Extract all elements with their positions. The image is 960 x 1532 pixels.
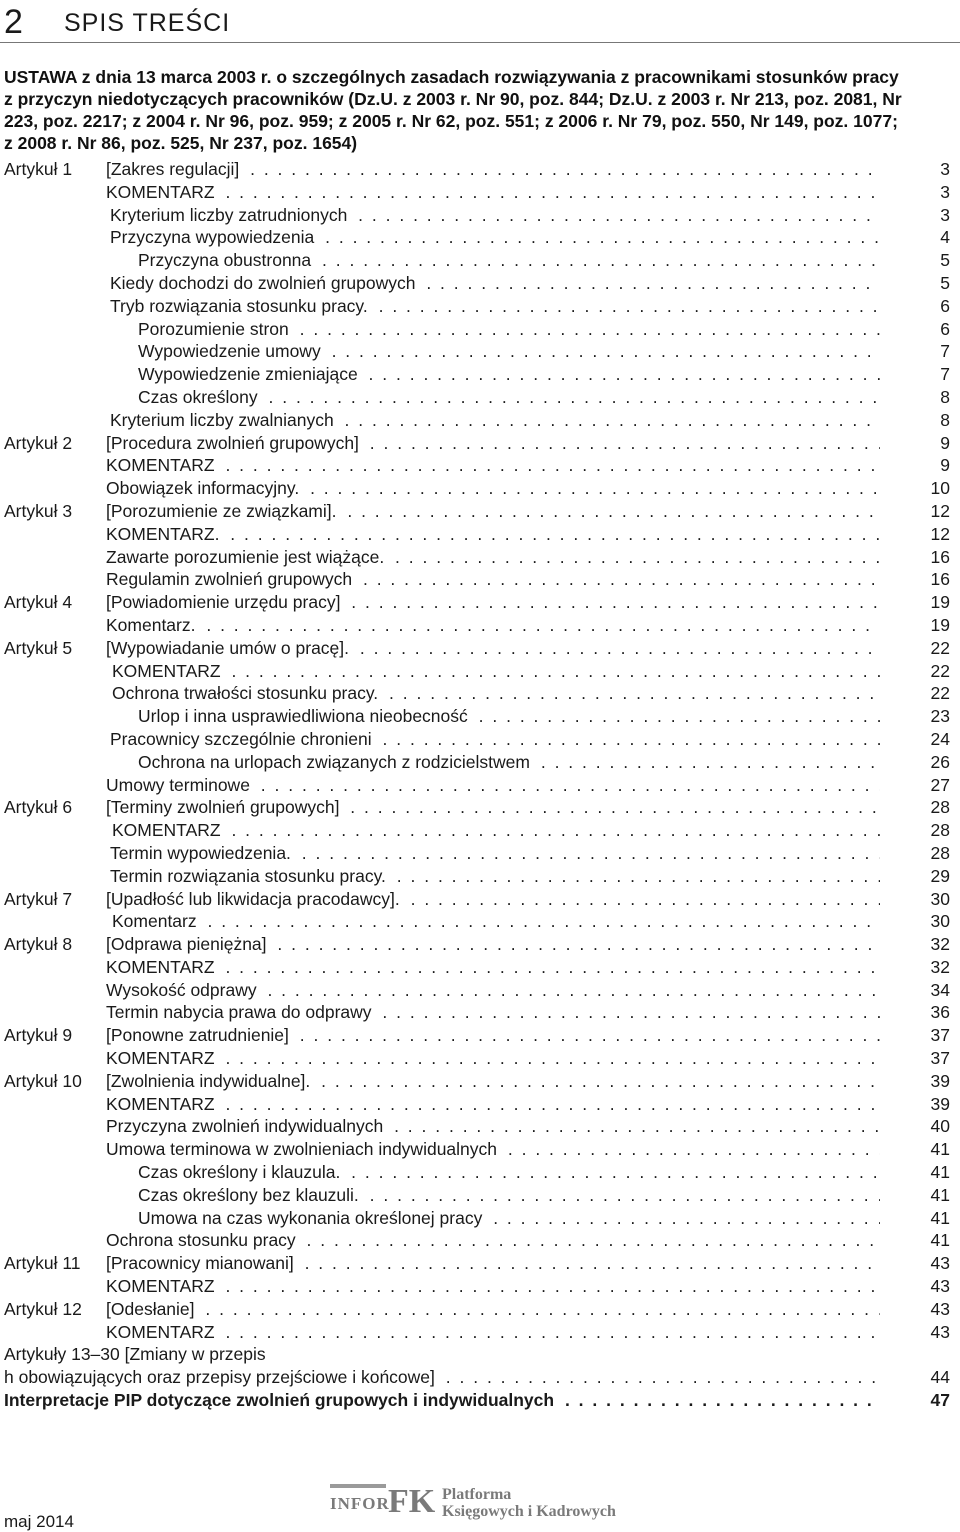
toc-entry bbox=[0, 614, 960, 637]
toc-entry bbox=[0, 751, 960, 774]
toc-entry-title: KOMENTARZ bbox=[106, 1322, 219, 1342]
toc-entry bbox=[0, 591, 960, 614]
toc-entry-page: 30 bbox=[930, 911, 950, 932]
toc-entry-page: 7 bbox=[940, 341, 950, 362]
toc-entry-page: 9 bbox=[940, 455, 950, 476]
toc-entry bbox=[0, 1161, 960, 1184]
toc-entry-page: 43 bbox=[930, 1321, 950, 1342]
toc-entry-title: [Porozumienie ze związkami]. bbox=[106, 501, 341, 521]
toc-entry-page: 41 bbox=[930, 1184, 950, 1205]
toc-entry-title: Termin nabycia prawa do odprawy bbox=[106, 1002, 376, 1022]
toc-entry-page: 41 bbox=[930, 1162, 950, 1183]
toc-entry-page: 37 bbox=[930, 1025, 950, 1046]
header-rule bbox=[0, 42, 960, 43]
toc-entry-page: 43 bbox=[930, 1253, 950, 1274]
toc-entry-label: Artykuł 12 bbox=[4, 1298, 82, 1319]
toc-entry-page: 39 bbox=[930, 1070, 950, 1091]
toc-entry-page: 37 bbox=[930, 1048, 950, 1069]
toc-entry-title: Kiedy dochodzi do zwolnień grupowych bbox=[110, 273, 419, 293]
toc-entry-title: Tryb rozwiązania stosunku pracy. bbox=[110, 296, 372, 316]
act-title: USTAWA z dnia 13 marca 2003 r. o szczególnych zasadach rozwiązywania z pracownikami stosunków pracy z przyczyn niedotyczących pracowników (Dz.U. z 2003 r. Nr 90, poz. 844; Dz.U. z 2003 r. Nr 213, poz. 2081, Nr 223, poz. 2217; z 2004 r. Nr 96, poz. 959; z 2005 r. Nr 62, poz. 551; z 2006 r. Nr 79, poz. 550, Nr 149, poz. 1077; z 2008 r. Nr 86, poz. 525, Nr 237, poz. 1654) bbox=[4, 67, 902, 153]
toc-entry bbox=[0, 1252, 960, 1275]
toc-entry bbox=[0, 318, 960, 341]
toc-entry bbox=[0, 796, 960, 819]
toc-entry-label: Artykuł 1 bbox=[4, 159, 73, 179]
toc-entry-label: Artykuł 3 bbox=[4, 500, 73, 521]
toc-entry bbox=[0, 204, 960, 227]
toc-entry-title: Ochrona na urlopach związanych z rodzicielstwem bbox=[138, 752, 534, 772]
toc-entry-title: Komentarz bbox=[112, 911, 201, 931]
toc-entry-page: 44 bbox=[930, 1367, 950, 1388]
toc-entry-title: Kryterium liczby zwalnianych bbox=[110, 410, 338, 430]
toc-entry-title: [Wypowiadanie umów o pracę]. bbox=[106, 638, 353, 658]
toc-entry-title: KOMENTARZ bbox=[106, 1048, 219, 1068]
toc-entry-page: 47 bbox=[930, 1390, 950, 1411]
toc-entry-page: 26 bbox=[930, 751, 950, 772]
toc-entry-label: Artykuł 11 bbox=[4, 1253, 81, 1274]
toc-entry bbox=[0, 1366, 960, 1389]
toc-entry-page: 3 bbox=[940, 181, 950, 202]
table-of-contents bbox=[0, 158, 960, 1412]
toc-entry-page: 36 bbox=[930, 1002, 950, 1023]
toc-entry-page: 29 bbox=[930, 865, 950, 886]
toc-entry-title: [Zwolnienia indywidualne]. bbox=[106, 1071, 314, 1091]
toc-entry-page: 9 bbox=[940, 432, 950, 453]
toc-entry-page: 27 bbox=[930, 774, 950, 795]
toc-entry-page: 40 bbox=[930, 1116, 950, 1137]
toc-entry bbox=[0, 888, 960, 911]
toc-entry bbox=[0, 705, 960, 728]
toc-entry bbox=[0, 295, 960, 318]
toc-entry-title: h obowiązujących oraz przepisy przejściowe i końcowe] bbox=[4, 1367, 439, 1387]
toc-entry-title: KOMENTARZ bbox=[106, 957, 219, 977]
toc-entry-title: Przyczyna wypowiedzenia bbox=[110, 227, 318, 247]
toc-entry bbox=[0, 1321, 960, 1344]
toc-entry-label: Artykuł 4 bbox=[4, 592, 73, 613]
toc-entry bbox=[0, 432, 960, 455]
toc-entry-title: Wypowiedzenie zmieniające bbox=[138, 364, 362, 384]
toc-entry-page: 22 bbox=[930, 683, 950, 704]
toc-entry-page: 41 bbox=[930, 1230, 950, 1251]
toc-entry bbox=[0, 910, 960, 933]
toc-entry-title: [Pracownicy mianowani] bbox=[106, 1253, 298, 1273]
toc-entry-page: 28 bbox=[930, 797, 950, 818]
toc-entry-page: 22 bbox=[930, 660, 950, 681]
toc-entry-title: Komentarz. bbox=[106, 615, 199, 635]
toc-entry bbox=[0, 682, 960, 705]
logo-fk: FK bbox=[388, 1483, 436, 1520]
toc-entry-title: Wysokość odprawy bbox=[106, 980, 261, 1000]
toc-entry-page: 41 bbox=[930, 1139, 950, 1160]
toc-entry-page: 19 bbox=[930, 614, 950, 635]
toc-entry-title: Przyczyna zwolnień indywidualnych bbox=[106, 1116, 387, 1136]
toc-entry-title: Umowa terminowa w zwolnieniach indywidualnych bbox=[106, 1139, 501, 1159]
toc-entry-title: [Odprawa pieniężna] bbox=[106, 934, 271, 954]
toc-entry-title: KOMENTARZ bbox=[106, 1276, 219, 1296]
toc-entry-label: Artykuł 6 bbox=[4, 797, 73, 818]
toc-entry bbox=[0, 979, 960, 1002]
toc-entry-page: 23 bbox=[930, 706, 950, 727]
toc-entry-title: Przyczyna obustronna bbox=[138, 250, 315, 270]
toc-entry-title: [Zakres regulacji] bbox=[106, 159, 243, 179]
toc-entry-title: KOMENTARZ bbox=[106, 455, 219, 475]
toc-entry bbox=[0, 546, 960, 569]
toc-entry-page: 24 bbox=[930, 728, 950, 749]
toc-entry-title: Urlop i inna usprawiedliwiona nieobecność bbox=[138, 706, 472, 726]
logo-line-1: Platforma bbox=[442, 1486, 512, 1503]
toc-entry-title: Porozumienie stron bbox=[138, 319, 293, 339]
toc-entry-page: 34 bbox=[930, 979, 950, 1000]
toc-entry-page: 8 bbox=[940, 386, 950, 407]
toc-entry bbox=[0, 1093, 960, 1116]
toc-entry-page: 6 bbox=[940, 295, 950, 316]
toc-entry bbox=[0, 1229, 960, 1252]
toc-entry-title: [Odesłanie] bbox=[106, 1299, 199, 1319]
toc-entry-label: Artykuł 10 bbox=[4, 1070, 82, 1091]
toc-entry-title: Regulamin zwolnień grupowych bbox=[106, 569, 356, 589]
toc-entry-title: Ochrona stosunku pracy bbox=[106, 1230, 300, 1250]
toc-entry bbox=[0, 933, 960, 956]
toc-entry-page: 28 bbox=[930, 842, 950, 863]
toc-entry-title: Zawarte porozumienie jest wiążące. bbox=[106, 547, 388, 567]
toc-entry-title: Termin wypowiedzenia. bbox=[110, 843, 295, 863]
toc-entry-page: 3 bbox=[940, 159, 950, 179]
toc-entry bbox=[0, 363, 960, 386]
toc-entry-label: Artykuły 13–30 [Zmiany w przepis bbox=[4, 1344, 266, 1365]
toc-entry-label: Artykuł 8 bbox=[4, 934, 73, 955]
logo-line-2: Księgowych i Kadrowych bbox=[442, 1503, 616, 1520]
toc-entry-page: 16 bbox=[930, 569, 950, 590]
toc-entry-title: Czas określony i klauzula. bbox=[138, 1162, 344, 1182]
toc-entry-page: 12 bbox=[930, 500, 950, 521]
toc-entry-title: [Ponowne zatrudnienie] bbox=[106, 1025, 293, 1045]
toc-entry bbox=[0, 500, 960, 523]
toc-entry-page: 32 bbox=[930, 934, 950, 955]
toc-entry bbox=[0, 523, 960, 546]
toc-entry-page: 43 bbox=[930, 1298, 950, 1319]
toc-entry bbox=[0, 181, 960, 204]
toc-entry-label: Artykuł 2 bbox=[4, 432, 73, 453]
toc-entry-title: Czas określony bbox=[138, 387, 262, 407]
page-footer bbox=[0, 1476, 960, 1532]
toc-entry bbox=[0, 1389, 960, 1412]
toc-entry-title: [Powiadomienie urzędu pracy] bbox=[106, 592, 344, 612]
toc-entry-title: KOMENTARZ bbox=[112, 661, 225, 681]
toc-entry-page: 41 bbox=[930, 1207, 950, 1228]
page-title: SPIS TREŚCI bbox=[64, 9, 231, 37]
toc-entry bbox=[0, 1207, 960, 1230]
toc-entry bbox=[0, 454, 960, 477]
toc-entry-page: 43 bbox=[930, 1276, 950, 1297]
toc-entry-title: Ochrona trwałości stosunku pracy. bbox=[112, 683, 382, 703]
toc-entry bbox=[0, 226, 960, 249]
toc-entry-title: Wypowiedzenie umowy bbox=[138, 341, 325, 361]
toc-entry bbox=[0, 774, 960, 797]
toc-entry bbox=[0, 865, 960, 888]
footer-date: maj 2014 bbox=[4, 1512, 74, 1531]
toc-entry bbox=[0, 158, 960, 181]
publisher-logo bbox=[330, 1484, 640, 1528]
toc-entry-title: Termin rozwiązania stosunku pracy. bbox=[110, 866, 390, 886]
toc-entry bbox=[0, 1070, 960, 1093]
toc-entry-page: 3 bbox=[940, 204, 950, 225]
toc-entry bbox=[0, 1047, 960, 1070]
toc-entry bbox=[0, 249, 960, 272]
toc-entry bbox=[0, 819, 960, 842]
toc-entry bbox=[0, 956, 960, 979]
toc-entry-page: 22 bbox=[930, 637, 950, 658]
toc-entry-page: 19 bbox=[930, 592, 950, 613]
toc-entry-page: 5 bbox=[940, 250, 950, 271]
toc-entry-label: Artykuł 9 bbox=[4, 1025, 73, 1046]
toc-entry bbox=[0, 1275, 960, 1298]
toc-entry-title: Umowy terminowe bbox=[106, 775, 254, 795]
toc-entry-title: KOMENTARZ bbox=[112, 820, 225, 840]
toc-entry bbox=[0, 1298, 960, 1321]
toc-entry-page: 7 bbox=[940, 364, 950, 385]
toc-entry-title: [Procedura zwolnień grupowych] bbox=[106, 433, 363, 453]
toc-entry-page: 5 bbox=[940, 272, 950, 293]
logo-platform-text bbox=[442, 1486, 616, 1520]
toc-entry bbox=[0, 272, 960, 295]
toc-entry-title: KOMENTARZ. bbox=[106, 524, 223, 544]
toc-entry-page: 12 bbox=[930, 523, 950, 544]
toc-entry-page: 8 bbox=[940, 409, 950, 430]
toc-entry bbox=[0, 340, 960, 363]
toc-entry-title: Kryterium liczby zatrudnionych bbox=[110, 205, 351, 225]
toc-entry-title: Obowiązek informacyjny. bbox=[106, 478, 303, 498]
toc-entry-title: [Upadłość lub likwidacja pracodawcy]. bbox=[106, 889, 404, 909]
toc-entry-title: Czas określony bez klauzuli. bbox=[138, 1185, 363, 1205]
toc-entry bbox=[0, 728, 960, 751]
toc-entry bbox=[0, 637, 960, 660]
toc-entry-page: 30 bbox=[930, 888, 950, 909]
toc-entry-page: 4 bbox=[940, 227, 950, 248]
toc-entry-title: Umowa na czas wykonania określonej pracy bbox=[138, 1208, 486, 1228]
toc-entry bbox=[0, 477, 960, 500]
page-header bbox=[0, 0, 960, 44]
toc-entry-title: Interpretacje PIP dotyczące zwolnień grupowych i indywidualnych bbox=[4, 1390, 558, 1410]
toc-entry bbox=[0, 568, 960, 591]
toc-entry-page: 10 bbox=[930, 478, 950, 499]
toc-entry-title: KOMENTARZ bbox=[106, 182, 219, 202]
toc-entry bbox=[0, 1115, 960, 1138]
toc-entry-page: 32 bbox=[930, 956, 950, 977]
toc-entry-title: [Terminy zwolnień grupowych] bbox=[106, 797, 343, 817]
toc-entry-title: KOMENTARZ bbox=[106, 1094, 219, 1114]
toc-entry-page: 6 bbox=[940, 318, 950, 339]
toc-entry bbox=[0, 386, 960, 409]
toc-entry bbox=[0, 409, 960, 432]
toc-entry-page: 28 bbox=[930, 820, 950, 841]
toc-entry-page: 39 bbox=[930, 1093, 950, 1114]
toc-entry bbox=[0, 842, 960, 865]
toc-entry-label: Artykuł 7 bbox=[4, 888, 73, 909]
toc-entry-label: Artykuł 5 bbox=[4, 637, 73, 658]
toc-entry bbox=[0, 1138, 960, 1161]
logo-bar bbox=[330, 1484, 386, 1488]
toc-entry bbox=[0, 1343, 960, 1366]
toc-entry-title: Pracownicy szczególnie chronieni bbox=[110, 729, 376, 749]
toc-entry bbox=[0, 1001, 960, 1024]
toc-entry bbox=[0, 1024, 960, 1047]
toc-entry bbox=[0, 1184, 960, 1207]
toc-entry bbox=[0, 660, 960, 683]
toc-entry-page: 16 bbox=[930, 546, 950, 567]
page-number: 2 bbox=[4, 3, 23, 41]
logo-infor: INFOR bbox=[330, 1494, 390, 1513]
